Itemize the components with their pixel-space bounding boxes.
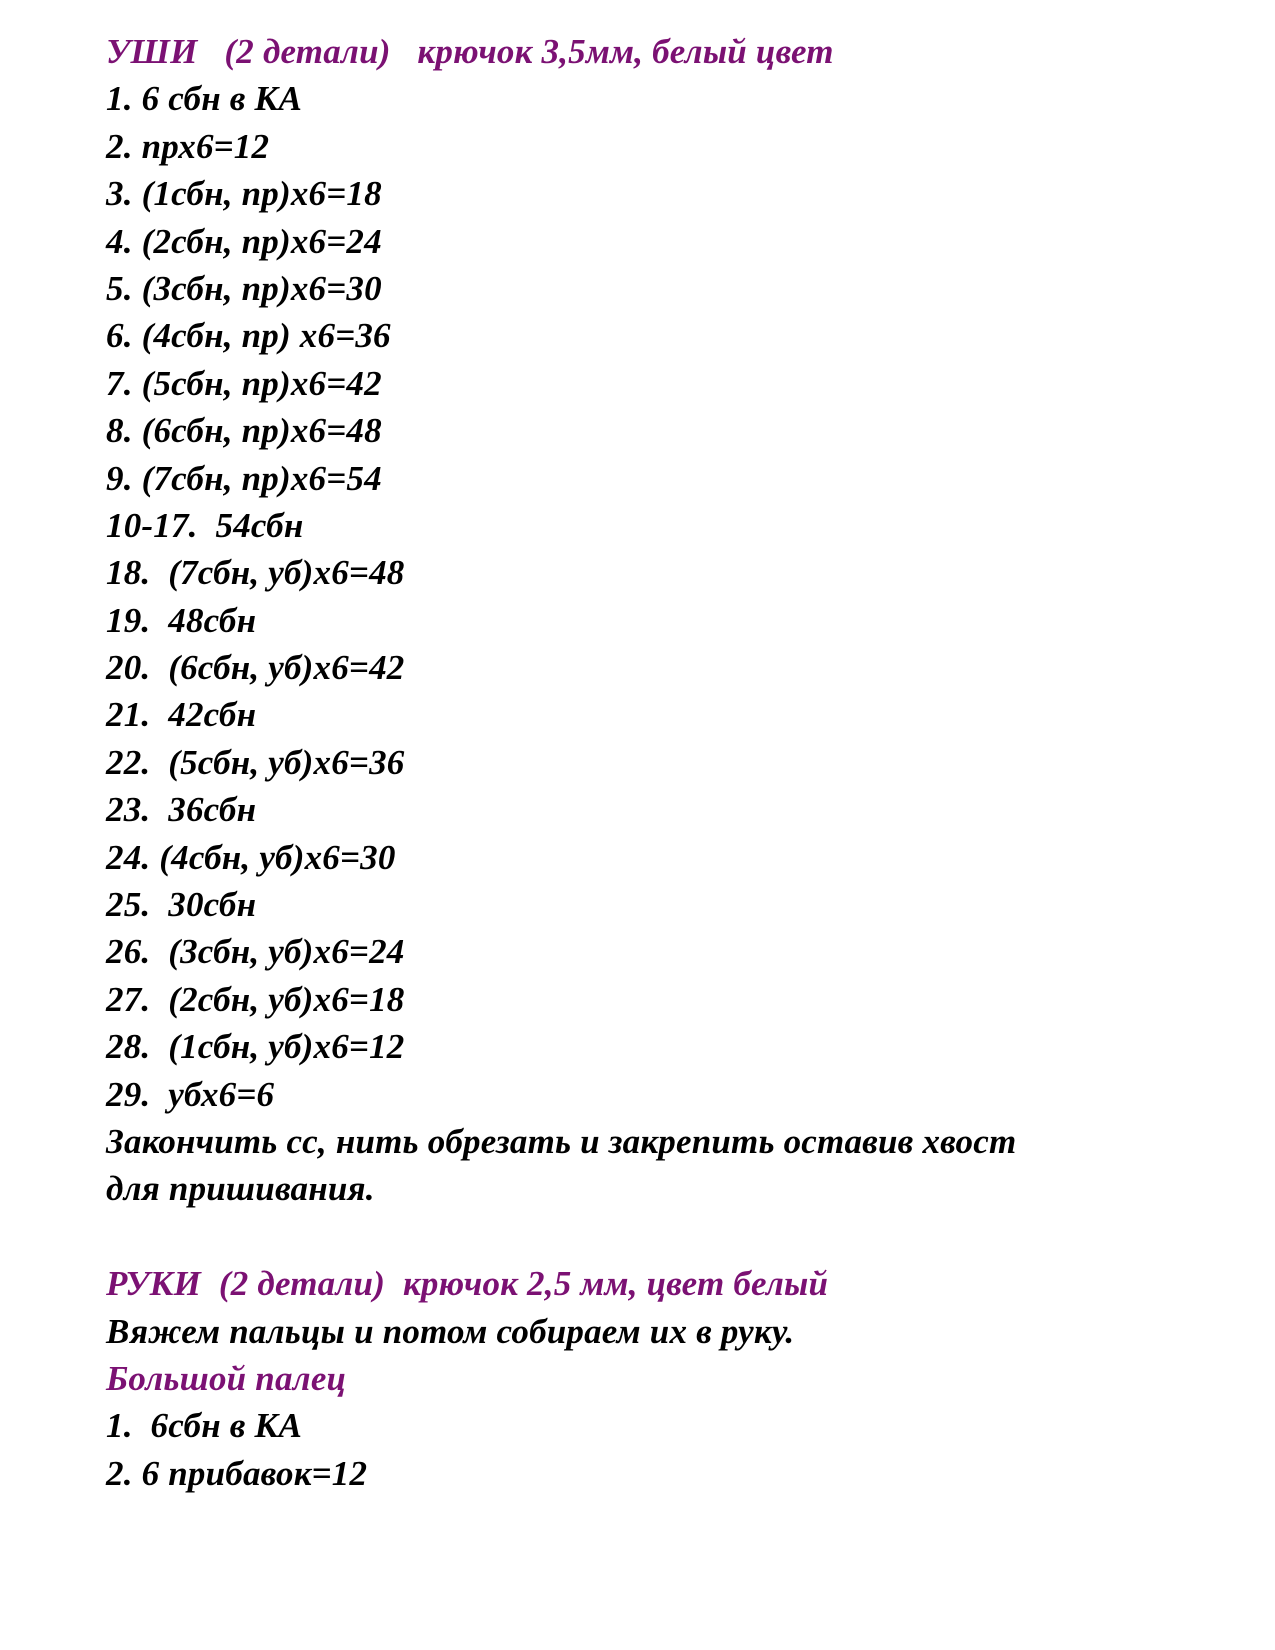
- pattern-row: 18. (7сбн, уб)х6=48: [106, 553, 405, 593]
- pattern-row: 29. убх6=6: [106, 1074, 275, 1114]
- pattern-row: 24. (4сбн, уб)х6=30: [106, 837, 396, 877]
- pattern-row: 5. (3сбн, пр)х6=30: [106, 268, 382, 308]
- pattern-row: 2. прх6=12: [106, 126, 270, 166]
- pattern-document: [106, 28, 1226, 1497]
- pattern-row: 28. (1сбн, уб)х6=12: [106, 1027, 405, 1067]
- pattern-row: 23. 36сбн: [106, 790, 257, 830]
- thumb-subheading: Большой палец: [106, 1358, 347, 1398]
- pattern-row: 25. 30сбн: [106, 885, 257, 925]
- pattern-row: 1. 6 сбн в КА: [106, 79, 303, 119]
- pattern-row: 4. (2сбн, пр)х6=24: [106, 221, 382, 261]
- thumb-rows-list: [106, 1402, 1226, 1497]
- pattern-row: 20. (6сбн, уб)х6=42: [106, 648, 405, 688]
- ears-finish-instruction-cont: для пришивания.: [106, 1169, 375, 1209]
- ears-rows-list: [106, 75, 1226, 1118]
- ears-finish-instruction: Закончить сс, нить обрезать и закрепить оставив хвост: [106, 1121, 1017, 1161]
- pattern-row: 8. (6сбн, пр)х6=48: [106, 411, 382, 451]
- pattern-row: 3. (1сбн, пр)х6=18: [106, 174, 382, 214]
- arms-section-heading: РУКИ (2 детали) крючок 2,5 мм, цвет белый: [106, 1264, 829, 1304]
- pattern-row: 26. (3сбн, уб)х6=24: [106, 932, 405, 972]
- section-spacer: [106, 1213, 1226, 1260]
- ears-section-heading: УШИ (2 детали) крючок 3,5мм, белый цвет: [106, 32, 834, 71]
- pattern-row: 7. (5сбн, пр)х6=42: [106, 363, 382, 403]
- pattern-row: 10-17. 54сбн: [106, 505, 304, 545]
- pattern-row: 19. 48сбн: [106, 600, 257, 640]
- arms-intro: Вяжем пальцы и потом собираем их в руку.: [106, 1311, 795, 1351]
- pattern-row: 21. 42сбн: [106, 695, 257, 735]
- pattern-row: 27. (2сбн, уб)х6=18: [106, 979, 405, 1019]
- pattern-row: 22. (5сбн, уб)х6=36: [106, 742, 405, 782]
- pattern-row: 9. (7сбн, пр)х6=54: [106, 458, 382, 498]
- pattern-row: 1. 6сбн в КА: [106, 1406, 303, 1446]
- pattern-row: 2. 6 прибавок=12: [106, 1453, 368, 1493]
- pattern-row: 6. (4сбн, пр) х6=36: [106, 316, 391, 356]
